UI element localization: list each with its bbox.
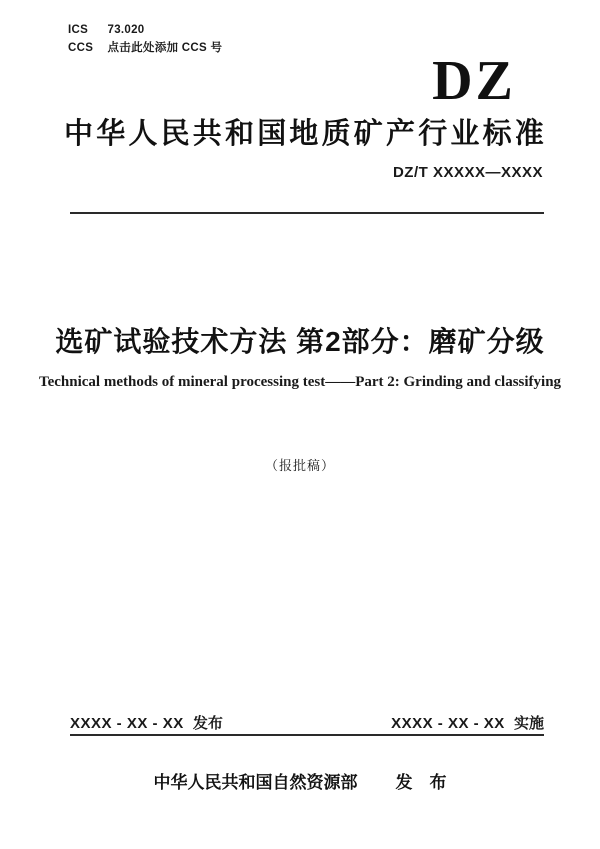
ics-value: 73.020 [107,24,145,36]
ics-label: ICS [68,24,89,36]
footer-divider [70,734,544,736]
document-title-zh: 选矿试验技术方法 第2部分：磨矿分级 [55,326,545,357]
draft-note: （报批稿） [264,458,335,473]
issue-date-value: XXXX - XX - XX [70,715,184,732]
implement-date [391,712,544,733]
publisher-name: 中华人民共和国自然资源部 [153,773,358,792]
header-divider [70,212,544,214]
standard-heading: 中华人民共和国地质矿产行业标准 [64,118,548,150]
standard-number: DZ/T XXXXX—XXXX [392,164,543,181]
dates-row [70,712,544,733]
ccs-label: CCS [68,42,94,54]
ccs-placeholder[interactable]: 点击此处添加 CCS 号 [107,42,223,54]
dz-logo: DZ [432,50,516,112]
publisher-action: 发 布 [395,773,447,792]
document-title-en: Technical methods of mineral processing test——Part 2: Grinding and classifying [38,374,562,390]
implement-date-value: XXXX - XX - XX [391,715,505,732]
ics-row [68,21,222,39]
implement-date-label: 实施 [513,715,544,732]
ccs-row [68,39,222,57]
classification-codes [68,21,222,57]
issue-date [70,712,223,733]
issue-date-label: 发布 [192,715,223,732]
publisher-row [0,768,600,793]
